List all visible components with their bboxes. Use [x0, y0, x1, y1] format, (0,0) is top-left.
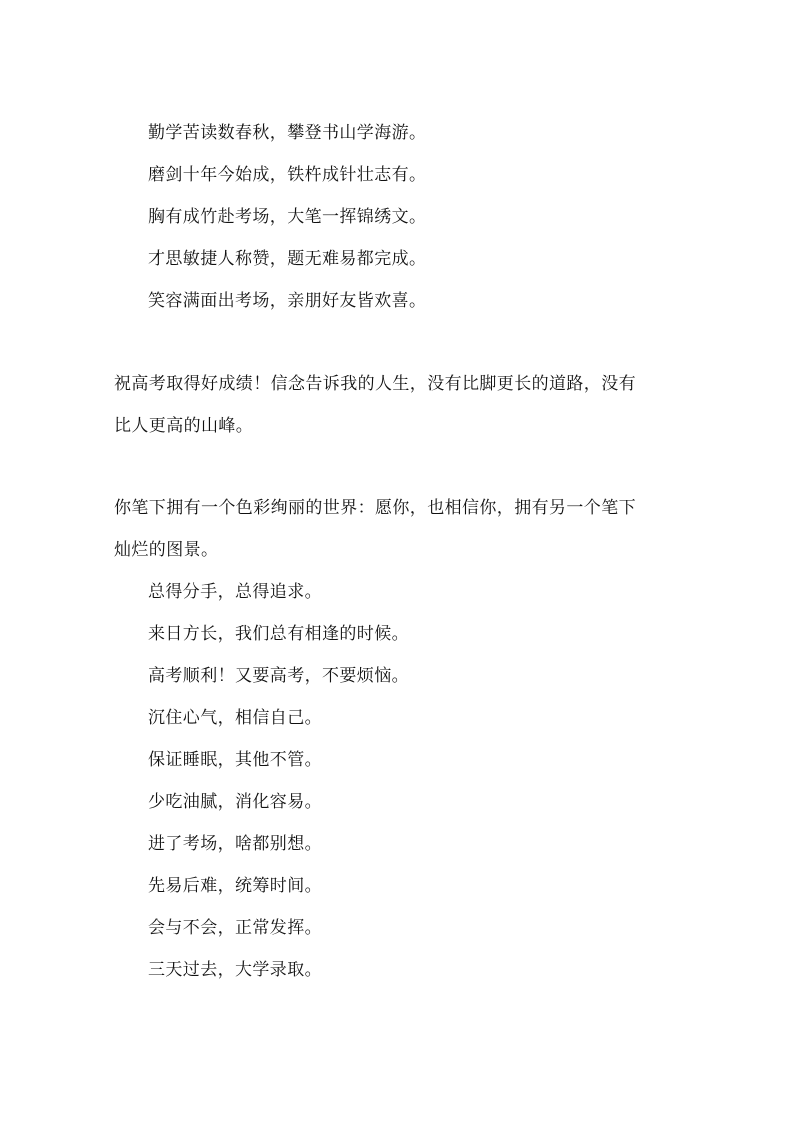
- paragraph-line: 祝高考取得好成绩！信念告诉我的人生，没有比脚更长的道路，没有: [114, 374, 636, 394]
- tip-line: 会与不会，正常发挥。: [148, 918, 322, 938]
- paragraph-line: 比人更高的山峰。: [114, 416, 254, 436]
- tip-line: 保证睡眠，其他不管。: [148, 750, 322, 770]
- tip-line: 三天过去，大学录取。: [148, 960, 322, 980]
- tip-line: 先易后难，统筹时间。: [148, 876, 322, 896]
- poem-line: 胸有成竹赴考场，大笔一挥锦绣文。: [148, 207, 427, 227]
- tip-line: 沉住心气，相信自己。: [148, 708, 322, 728]
- paragraph-line: 你笔下拥有一个色彩绚丽的世界：愿你，也相信你，拥有另一个笔下: [114, 498, 636, 518]
- poem-line: 笑容满面出考场，亲朋好友皆欢喜。: [148, 291, 427, 311]
- tip-line: 来日方长，我们总有相逢的时候。: [148, 624, 409, 644]
- tip-line: 高考顺利！又要高考，不要烦恼。: [148, 666, 409, 686]
- poem-line: 磨剑十年今始成，铁杵成针壮志有。: [148, 165, 427, 185]
- tip-line: 总得分手，总得追求。: [148, 582, 322, 602]
- paragraph-line: 灿烂的图景。: [114, 540, 219, 560]
- tip-line: 少吃油腻，消化容易。: [148, 792, 322, 812]
- poem-line: 才思敏捷人称赞，题无难易都完成。: [148, 249, 427, 269]
- tip-line: 进了考场，啥都别想。: [148, 834, 322, 854]
- poem-line: 勤学苦读数春秋，攀登书山学海游。: [148, 123, 427, 143]
